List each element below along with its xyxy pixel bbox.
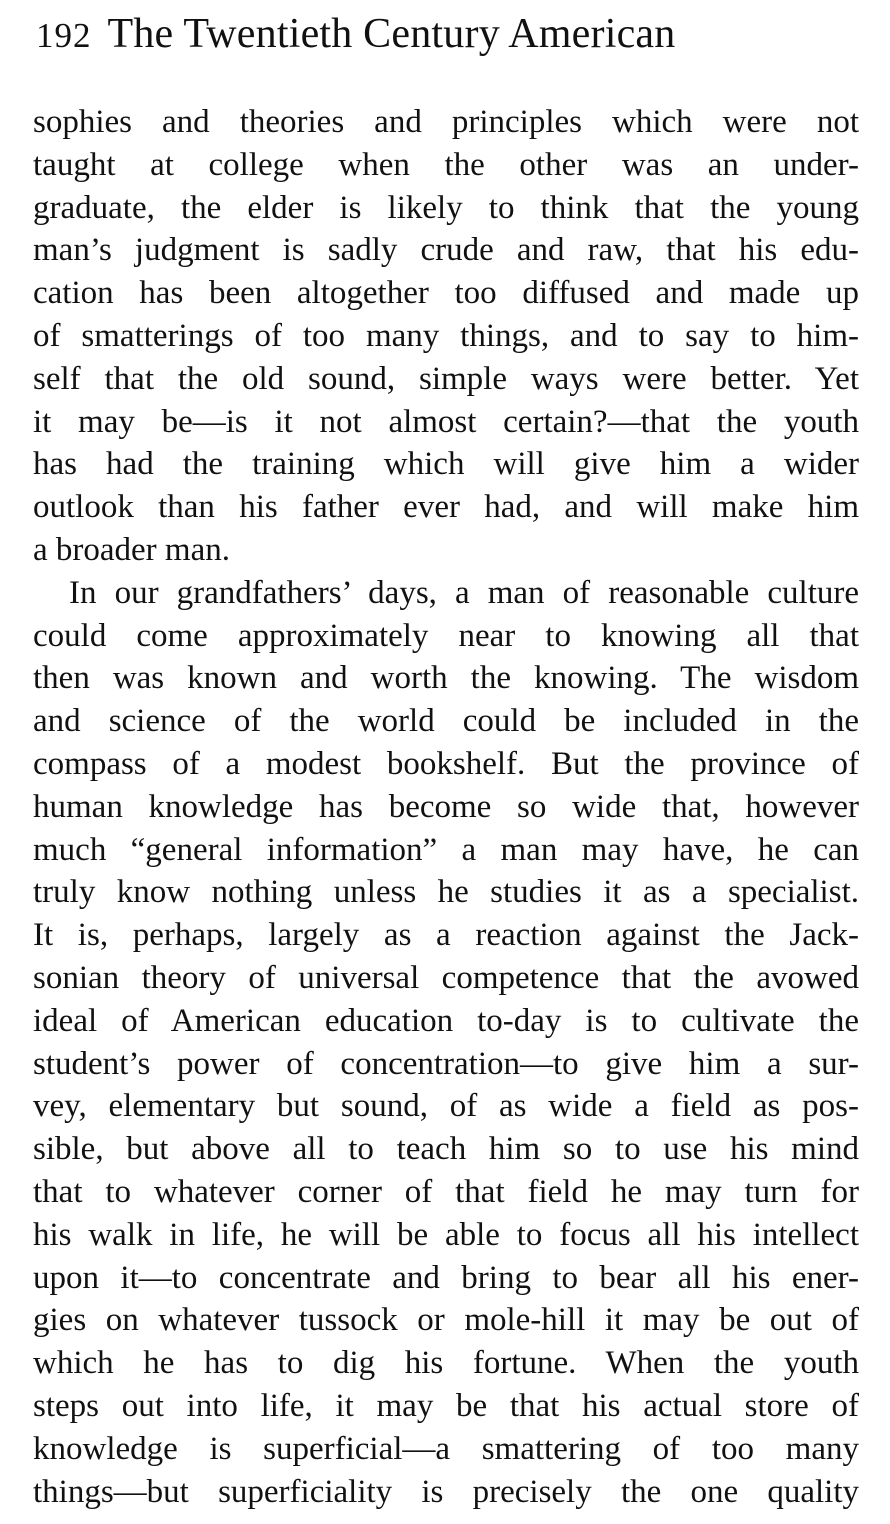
text-line: a broader man. [33,531,230,568]
text-line: it may be—is it not almost certain?—that the youth [33,403,859,440]
text-line: compass of a modest bookshelf. But the province of [33,745,859,782]
text-line: his walk in life, he will be able to focus all his intellect [33,1216,859,1253]
text-line: self that the old sound, simple ways were better. Yet [33,360,859,397]
text-line: then was known and worth the knowing. The wisdom [33,660,859,697]
text-line: ideal of American education to-day is to cultivate the [33,1002,859,1039]
running-title: The Twentieth Century American [107,11,676,57]
text-line: sophies and theories and principles which were not [33,104,859,140]
text-line: steps out into life, it may be that his actual store of [33,1387,859,1424]
text-line: truly know nothing unless he studies it as a specialist. [33,874,859,911]
text-line: sonian theory of universal competence that the avowed [33,959,859,996]
paragraph-2 [33,572,859,1514]
text-line: could come approximately near to knowing all that [33,617,859,654]
text-line: that to whatever corner of that field he may turn for [33,1173,859,1210]
text-line: has had the training which will give him a wider [33,446,859,483]
text-line: gies on whatever tussock or mole-hill it may be out of [33,1302,859,1339]
body-text [33,101,859,1513]
text-line: human knowledge has become so wide that, however [33,788,859,825]
text-line: outlook than his father ever had, and will make him [33,489,859,526]
text-line: things—but superficiality is precisely the one quality [33,1473,859,1510]
text-line: of smatterings of too many things, and to say to him- [33,317,859,354]
page-number: 192 [36,16,92,55]
text-line: much “general information” a man may have, he can [33,831,859,868]
text-line: sible, but above all to teach him so to use his mind [33,1131,859,1168]
text-line: It is, perhaps, largely as a reaction against the Jack- [33,917,859,954]
text-line: knowledge is superficial—a smattering of too many [33,1430,859,1467]
text-line: cation has been altogether too diffused and made up [33,275,859,312]
text-line: In our grandfathers’ days, a man of reasonable culture [69,574,859,611]
page-header [36,10,836,68]
text-line: vey, elementary but sound, of as wide a field as pos- [33,1088,859,1125]
text-line: which he has to dig his fortune. When the youth [33,1345,859,1382]
text-line: graduate, the elder is likely to think that the young [33,189,859,226]
text-line: and science of the world could be included in the [33,703,859,740]
text-line: man’s judgment is sadly crude and raw, that his edu- [33,232,859,269]
text-line: taught at college when the other was an under- [33,146,859,183]
text-line: student’s power of concentration—to give him a sur- [33,1045,859,1082]
text-line: upon it—to concentrate and bring to bear all his ener- [33,1259,859,1296]
paragraph-1 [33,101,859,572]
